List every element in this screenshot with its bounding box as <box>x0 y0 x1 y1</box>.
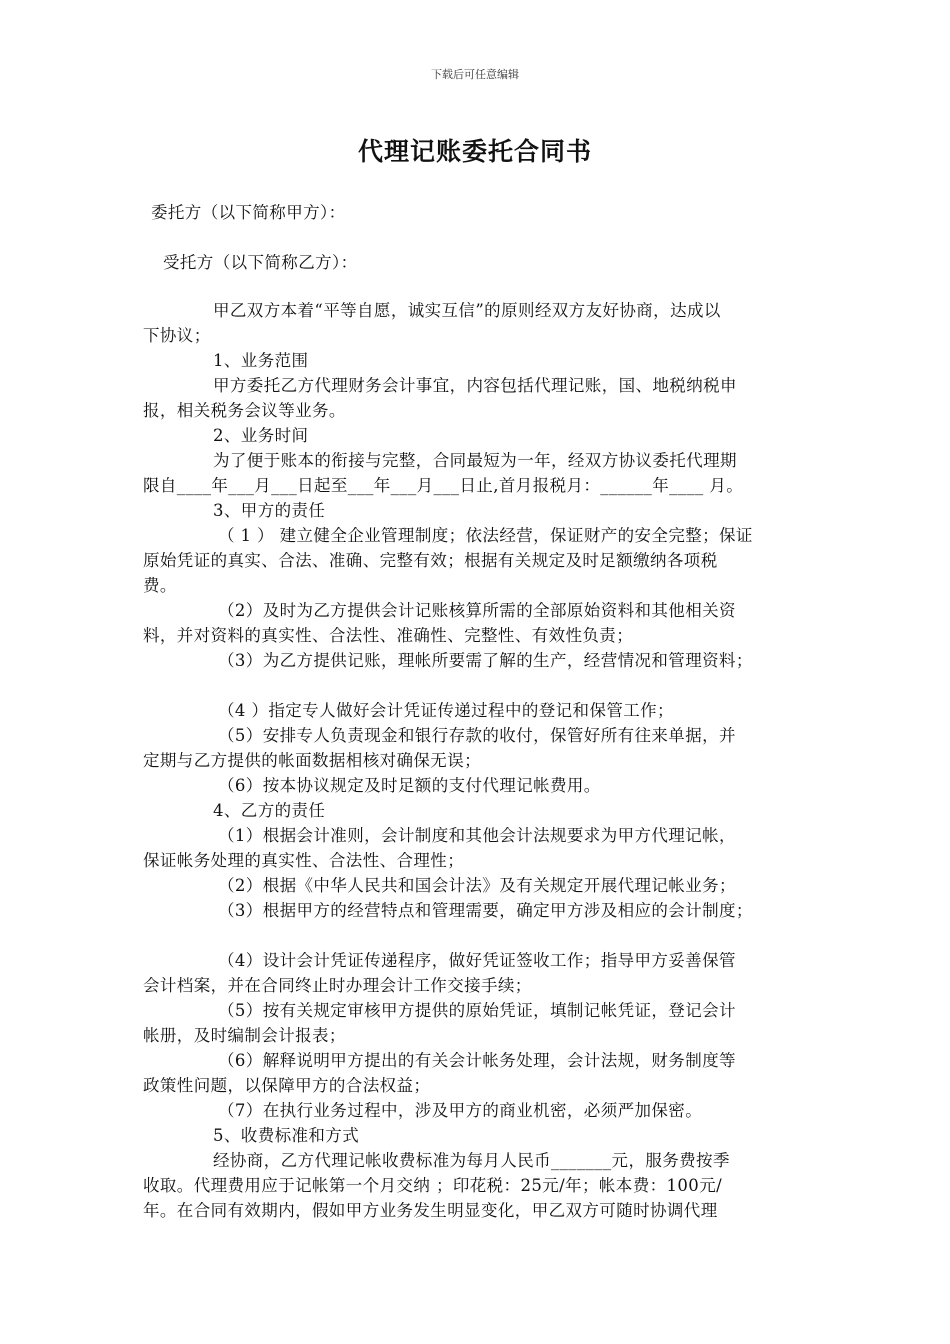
blank-line <box>143 673 815 698</box>
paragraph-line: 为了便于账本的衔接与完整，合同最短为一年，经双方协议委托代理期 <box>213 451 737 470</box>
clause-line: 定期与乙方提供的帐面数据相核对确保无误； <box>143 751 481 770</box>
page-header-note: 下载后可任意编辑 <box>431 68 519 81</box>
paragraph-line: 报，相关税务会议等业务。 <box>143 401 346 420</box>
clause-line: （5）按有关规定审核甲方提供的原始凭证，填制记帐凭证，登记会计 <box>218 1001 736 1020</box>
paragraph-line: 年。在合同有效期内，假如甲方业务发生明显变化，甲乙双方可随时协调代理 <box>143 1201 718 1220</box>
section-heading: 3、甲方的责任 <box>213 501 326 520</box>
paragraph-line: 经协商，乙方代理记帐收费标准为每月人民币_______元，服务费按季 <box>213 1151 730 1170</box>
clause-line: （5）安排专人负责现金和银行存款的收付，保管好所有往来单据，并 <box>218 726 736 745</box>
clause-line: （6）解释说明甲方提出的有关会计帐务处理，会计法规，财务制度等 <box>218 1051 736 1070</box>
clause-line: （ 1 ） 建立健全企业管理制度；依法经营，保证财产的安全完整；保证 <box>218 526 753 545</box>
clause-line: 会计档案，并在合同终止时办理会计工作交接手续； <box>143 976 532 995</box>
clause-line: （1）根据会计准则，会计制度和其他会计法规要求为甲方代理记帐， <box>218 826 736 845</box>
section-heading: 5、收费标准和方式 <box>213 1126 360 1145</box>
clause-line: 费。 <box>143 576 177 595</box>
party-a-line: 委托方（以下简称甲方）： <box>151 203 346 222</box>
clause-line: （3）根据甲方的经营特点和管理需要，确定甲方涉及相应的会计制度； <box>218 901 753 920</box>
clause-line: （4 ）指定专人做好会计凭证传递过程中的登记和保管工作； <box>218 701 674 720</box>
clause-line: （6）按本协议规定及时足额的支付代理记帐费用。 <box>218 776 601 795</box>
intro-line: 下协议； <box>143 326 211 345</box>
clause-line: 料，并对资料的真实性、合法性、准确性、完整性、有效性负责； <box>143 626 634 645</box>
clause-line: （3）为乙方提供记账，理帐所要需了解的生产，经营情况和管理资料； <box>218 651 753 670</box>
section-heading: 2、业务时间 <box>213 426 309 445</box>
paragraph-line: 限自____年___月___日起至___年___月___日止,首月报税月：______年____ 月。 <box>143 476 744 495</box>
party-section <box>143 200 815 275</box>
clause-line: （2）根据《中华人民共和国会计法》及有关规定开展代理记帐业务； <box>218 876 736 895</box>
clause-line: 帐册，及时编制会计报表； <box>143 1026 346 1045</box>
paragraph-line: 收取。代理费用应于记帐第一个月交纳 ；印花税：25元/年；帐本费：100元/ <box>143 1176 723 1195</box>
intro-line: 甲乙双方本着“平等自愿，诚实互信”的原则经双方友好协商，达成以 <box>213 301 721 320</box>
document-title: 代理记账委托合同书 <box>357 137 592 166</box>
clause-line: 政策性问题，以保障甲方的合法权益； <box>143 1076 431 1095</box>
section-heading: 1、业务范围 <box>213 351 309 370</box>
clause-line: （7）在执行业务过程中，涉及甲方的商业机密，必须严加保密。 <box>218 1101 703 1120</box>
section-heading: 4、乙方的责任 <box>213 801 326 820</box>
clause-line: 原始凭证的真实、合法、准确、完整有效；根据有关规定及时足额缴纳各项税 <box>143 551 718 570</box>
clause-line: （2）及时为乙方提供会计记账核算所需的全部原始资料和其他相关资 <box>218 601 736 620</box>
clause-line: 保证帐务处理的真实性、合法性、合理性； <box>143 851 465 870</box>
clause-line: （4）设计会计凭证传递程序，做好凭证签收工作；指导甲方妥善保管 <box>218 951 736 970</box>
contract-body <box>143 298 815 1223</box>
blank-line <box>143 923 815 948</box>
paragraph-line: 甲方委托乙方代理财务会计事宜，内容包括代理记账，国、地税纳税申 <box>213 376 737 395</box>
party-b-line: 受托方（以下简称乙方）： <box>163 253 358 272</box>
